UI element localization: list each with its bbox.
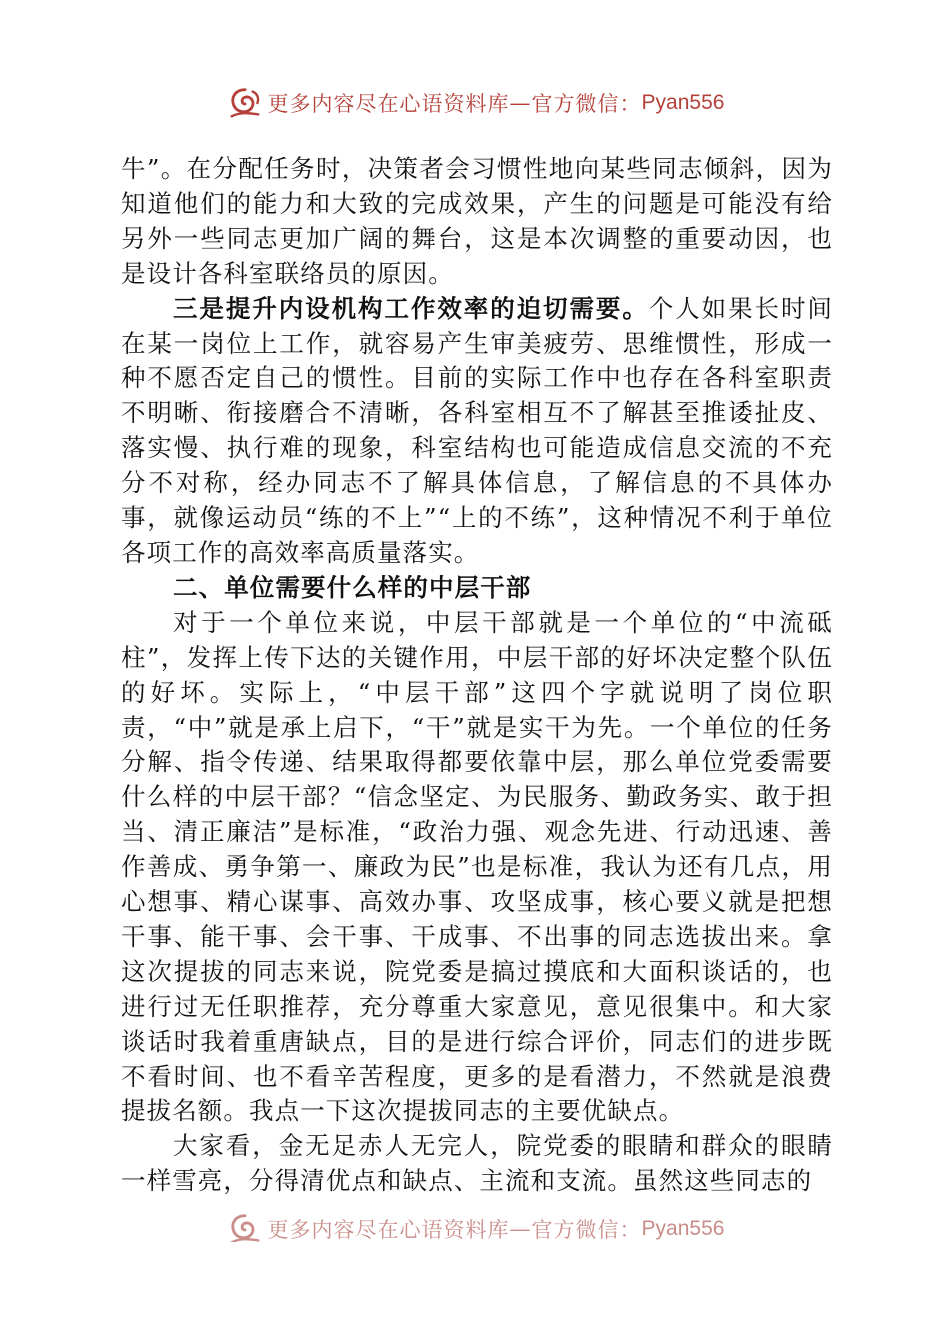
paragraph-2 xyxy=(121,292,833,571)
paragraph-1: 牛”。在分配任务时，决策者会习惯性地向某些同志倾斜，因为知道他们的能力和大致的完成效果，产生的问题是可能没有给另外一些同志更加广阔的舞台，这是本次调整的重要动因，也是设计各科室联络员的原因。 xyxy=(121,154,833,288)
footer-separator: — xyxy=(509,1217,532,1241)
footer-wechat-label: 官方微信： xyxy=(531,1218,642,1242)
document-body xyxy=(121,152,833,1199)
page-footer xyxy=(0,1208,950,1242)
header-brand-text: 更多内容尽在心语资料库 xyxy=(267,92,510,116)
footer-wechat-id: Pyan556 xyxy=(641,1217,725,1240)
page-header xyxy=(0,82,950,124)
footer-brand-text: 更多内容尽在心语资料库 xyxy=(267,1218,510,1242)
section-heading: 二、单位需要什么样的中层干部 xyxy=(173,572,532,602)
header-wechat-id: Pyan556 xyxy=(641,91,725,114)
header-wechat-label: 官方微信： xyxy=(531,92,642,116)
header-separator: — xyxy=(509,91,532,115)
paragraph-2-text: 个人如果长时间在某一岗位上工作，就容易产生审美疲劳、思维惯性，形成一种不愿否定自己的惯性。目前的实际工作中也存在各科室职责不明晰、衔接磨合不清晰，各科室相互不了解甚至推诿扯皮、落实慢、执行难的现象，科室结构也可能造成信息交流的不充分不对称，经办同志不了解具体信息，了解信息的不具体办事，就像运动员“练的不上”“上的不练”，这种情况不利于单位各项工作的高效率高质量落实。 xyxy=(121,293,833,567)
paragraph-4: 大家看，金无足赤人无完人，院党委的眼睛和群众的眼睛一样雪亮，分得清优点和缺点、主流和支流。虽然这些同志的 xyxy=(121,1131,833,1196)
paragraph-3: 对于一个单位来说，中层干部就是一个单位的“中流砥柱”，发挥上传下达的关键作用，中层干部的好坏决定整个队伍的好坏。实际上，“中层干部”这四个字就说明了岗位职责，“中”就是承上启下，“干”就是实干为先。一个单位的任务分解、指令传递、结果取得都要依靠中层，那么单位党委需要什么样的中层干部？“信念坚定、为民服务、勤政务实、敢于担当、清正廉洁”是标准，“政治力强、观念先进、行动迅速、善作善成、勇争第一、廉政为民”也是标准，我认为还有几点，用心想事、精心谋事、高效办事、攻坚成事，核心要义就是把想干事、能干事、会干事、干成事、不出事的同志选拔出来。拿这次提拔的同志来说，院党委是搞过摸底和大面积谈话的，也进行过无任职推荐，充分尊重大家意见，意见很集中。和大家谈话时我着重唐缺点，目的是进行综合评价，同志们的进步既不看时间、也不看辛苦程度，更多的是看潜力，不然就是浪费提拔名额。我点一下这次提拔同志的主要优缺点。 xyxy=(121,607,833,1126)
swirl-logo-icon xyxy=(226,84,264,122)
paragraph-2-lead: 三是提升内设机构工作效率的迫切需要。 xyxy=(173,293,649,323)
swirl-logo-icon xyxy=(226,1210,264,1242)
